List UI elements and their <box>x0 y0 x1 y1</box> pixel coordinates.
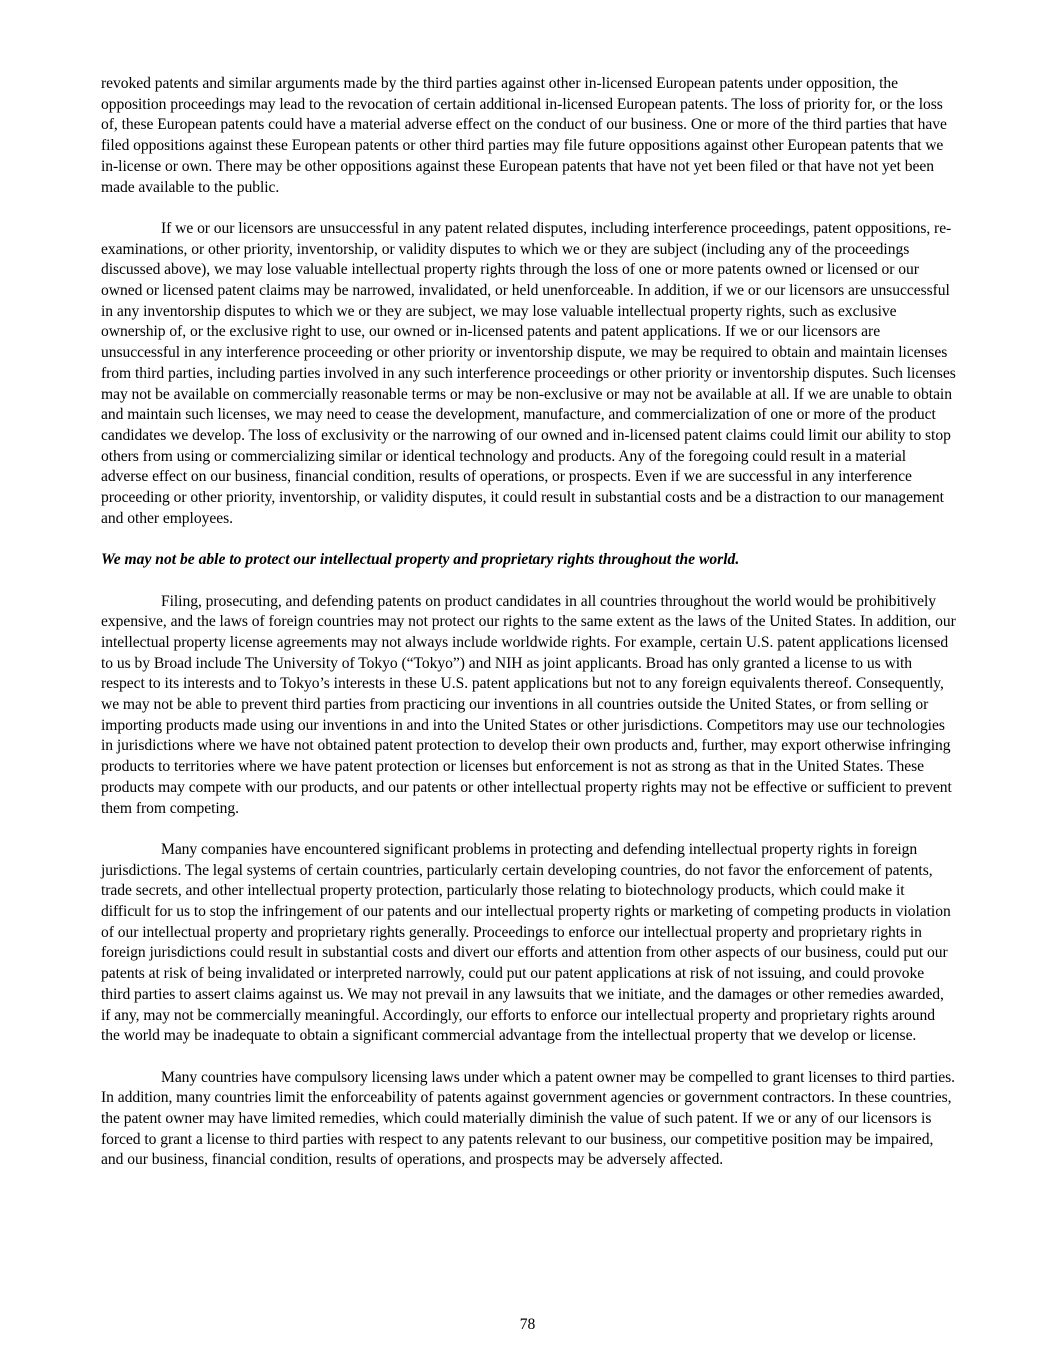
paragraph-foreign-jurisdictions: Many companies have encountered significant problems in protecting and defending intellectual property rights in foreign jurisdictions. The legal systems of certain countries, particularly certain developing countries, do not favor the enforcement of patents, trade secrets, and other intellectual property protection, particularly those relating to biotechnology products, which could make it difficult for us to stop the infringement of our patents and our intellectual property rights or marketing of competing products in violation of our intellectual property and proprietary rights generally. Proceedings to enforce our intellectual property and proprietary rights in foreign jurisdictions could result in substantial costs and divert our efforts and attention from other aspects of our business, could put our patents at risk of being invalidated or interpreted narrowly, could put our patent applications at risk of not issuing, and could provoke third parties to assert claims against us. We may not prevail in any lawsuits that we initiate, and the damages or other remedies awarded, if any, may not be commercially meaningful. Accordingly, our efforts to enforce our intellectual property and proprietary rights around the world may be inadequate to obtain a significant commercial advantage from the intellectual property that we develop or license. <box>101 840 951 1045</box>
section-heading-worldwide-protection: We may not be able to protect our intellectual property and proprietary rights throughout the world. <box>101 551 740 569</box>
paragraph-filing-prosecuting: Filing, prosecuting, and defending patents on product candidates in all countries throughout the world would be prohibitively expensive, and the laws of foreign countries may not protect our rights to the same extent as the laws of the United States. In addition, our intellectual property license agreements may not always include worldwide rights. For example, certain U.S. patent applications licensed to us by Broad include The University of Tokyo (“Tokyo”) and NIH as joint applicants. Broad has only granted a license to us with respect to its interests and to Tokyo’s interests in these U.S. patent applications but not to any foreign equivalents thereof. Consequently, we may not be able to prevent third parties from practicing our inventions in all countries outside the United States, or from selling or importing products made using our inventions in and into the United States or other jurisdictions. Competitors may use our technologies in jurisdictions where we have not obtained patent protection to develop their own products and, further, may export otherwise infringing products to territories where we have patent protection or licenses but enforcement is not as strong as that in the United States. These products may compete with our products, and our patents or other intellectual property rights may not be effective or sufficient to prevent them from competing. <box>101 592 956 817</box>
paragraph-compulsory-licensing: Many countries have compulsory licensing laws under which a patent owner may be compelled to grant licenses to third parties. In addition, many countries limit the enforceability of patents against government agencies or government contractors. In these countries, the patent owner may have limited remedies, which could materially diminish the value of such patent. If we or any of our licensors is forced to grant a license to third parties with respect to any patents relevant to our business, our competitive position may be impaired, and our business, financial condition, results of operations, and prospects may be adversely affected. <box>101 1068 956 1169</box>
paragraph-european-oppositions: revoked patents and similar arguments made by the third parties against other in-licensed European patents under opposition, the opposition proceedings may lead to the revocation of certain additional in-licensed European patents. The loss of priority for, or the loss of, these European patents could have a material adverse effect on the conduct of our business. One or more of the third parties that have filed oppositions against these European patents or other third parties may file future oppositions against other European patents that we in-license or own. There may be other oppositions against these European patents that have not yet been filed or that have not yet been made available to the public. <box>101 75 947 196</box>
document-page <box>101 74 957 1192</box>
page-number: 78 <box>519 1316 536 1333</box>
paragraph-patent-disputes: If we or our licensors are unsuccessful in any patent related disputes, including interference proceedings, patent oppositions, re-examinations, or other priority, inventorship, or validity disputes to which we or they are subject (including any of the proceedings discussed above), we may lose valuable intellectual property rights through the loss of one or more patents owned or licensed or our owned or licensed patent claims may be narrowed, invalidated, or held unenforceable. In addition, if we or our licensors are unsuccessful in any inventorship disputes to which we or they are subject, we may lose valuable intellectual property rights, such as exclusive ownership of, or the exclusive right to use, our owned or in-licensed patents and patent applications. If we or our licensors are unsuccessful in any interference proceeding or other priority or inventorship dispute, we may be required to obtain and maintain licenses from third parties, including parties involved in any such interference proceedings or other priority or inventorship disputes. Such licenses may not be available on commercially reasonable terms or may be non-exclusive or may not be available at all. If we are unable to obtain and maintain such licenses, we may need to cease the development, manufacture, and commercialization of one or more of the product candidates we develop. The loss of exclusivity or the narrowing of our owned and in-licensed patent claims could limit our ability to stop others from using or commercializing similar or identical technology and products. Any of the foregoing could result in a material adverse effect on our business, financial condition, results of operations, or prospects. Even if we are successful in any interference proceeding or other priority, inventorship, or validity disputes, it could result in substantial costs and be a distraction to our management and other employees. <box>101 219 956 527</box>
